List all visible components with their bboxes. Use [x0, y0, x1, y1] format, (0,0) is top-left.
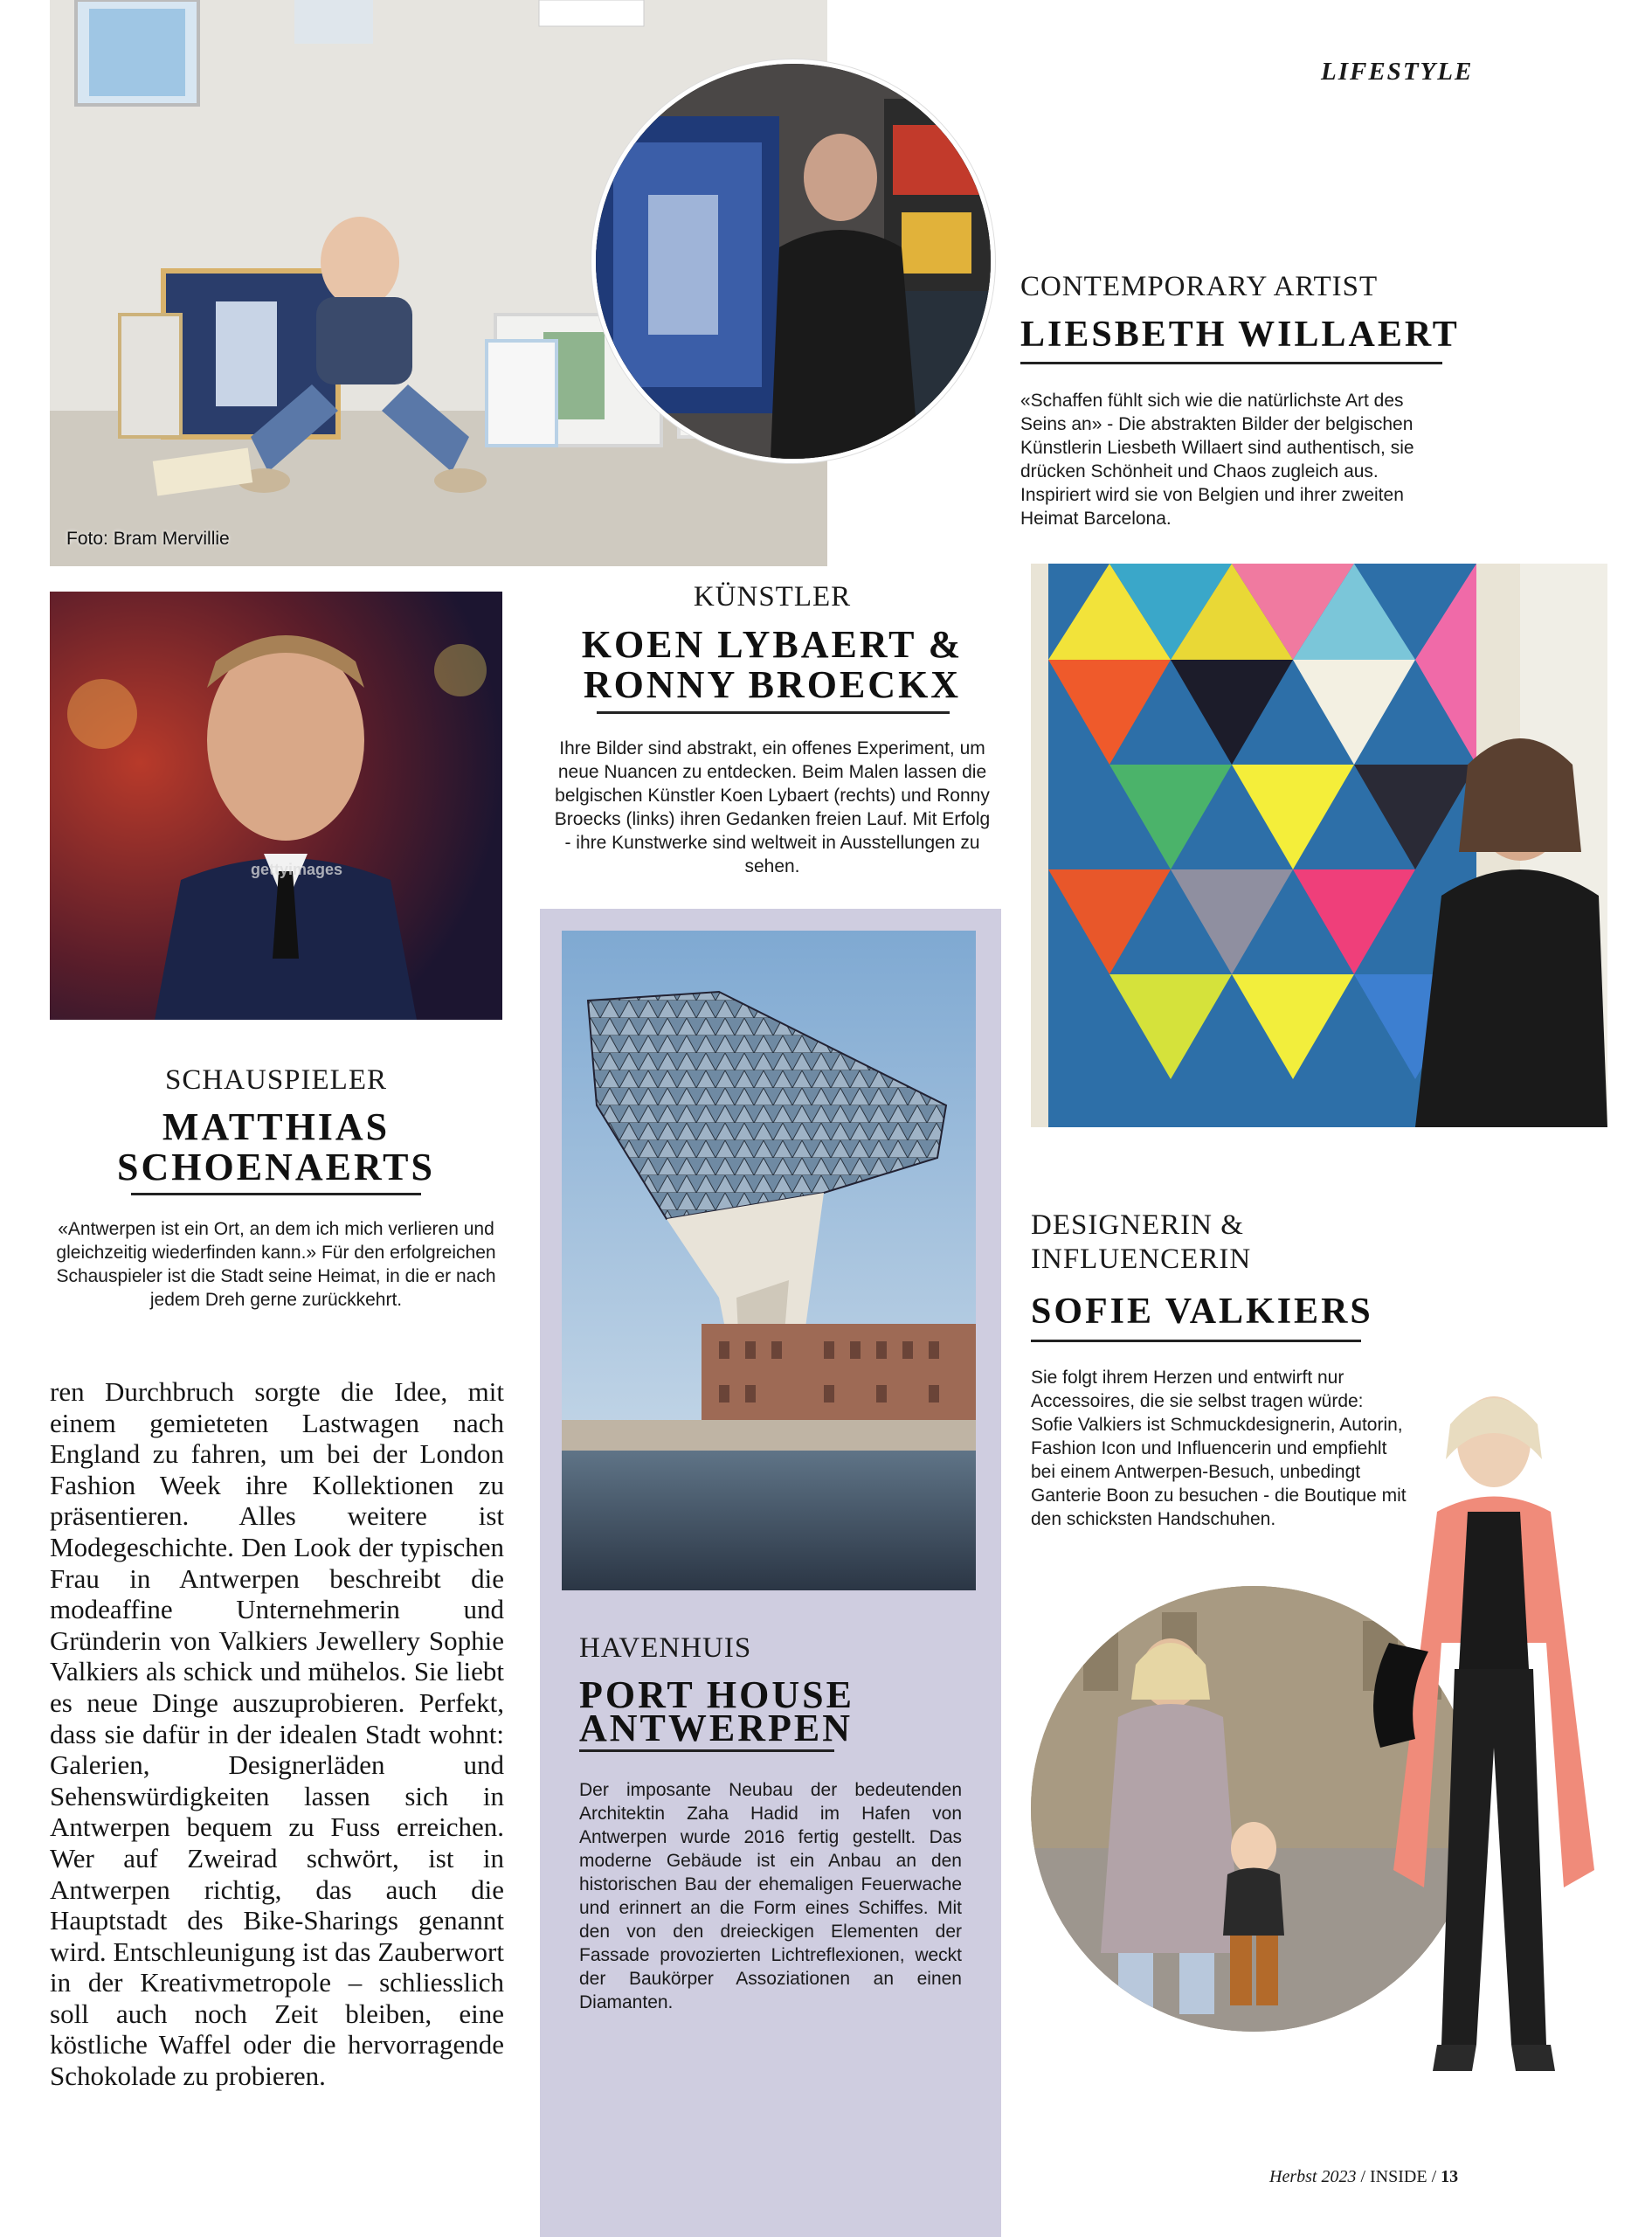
portrait-illustration: [50, 592, 502, 1020]
sofie-name: SOFIE VALKIERS: [1031, 1292, 1373, 1332]
body-text: ren Durchbruch sorgte die Idee, mit einem gemieteten Lastwagen nach England zu fahren, um bei der London Fashion Week ihre Kollektionen zu präsentieren. Alles weitere ist Modegeschichte. Den Look der typischen Frau in Antwerpen beschreibt die modeaffine Unternehmerin und Gründerin von Valkiers Jewellery Sophie Valkiers als schick und mühelos. Sie liebt es neue Dinge auszuprobieren. Perfekt, dass sie dafür in der idealen Stadt wohnt: Galerien, Designerläden und Sehenswürdigkeiten lassen sich in Antwerpen bequem zu Fuss erreichen. Wer auf Zweirad schwört, ist in Antwerpen richtig, das auch die Hauptstadt des Bike-Sharings genannt wird. Entschleunigung ist das Zauberwort in der Kreativmetropole – schliesslich soll auch noch Zeit bleiben, eine köstliche Waffel oder die hervorragende Schokolade zu probieren.: [50, 1376, 504, 2092]
matthias-photo: [50, 592, 502, 1020]
footer-sep-2: /: [1431, 2167, 1437, 2186]
liesbeth-lead: «Schaffen fühlt sich wie die natürlichste Art des Seins an» - Die abstrakten Bilder der belgischen Künstlerin Liesbeth Willaert sind authentisch, sie drücken Schönheit und Chaos zugleich aus. Inspiriert wird sie von Belgien und ihrer zweiten Heimat Barcelona.: [1020, 391, 1414, 529]
liesbeth-rule: [1020, 362, 1442, 364]
porthouse-illustration: [562, 931, 976, 1590]
havenhuis-name-line1: PORT HOUSE: [579, 1673, 854, 1716]
footer-season: Herbst 2023: [1269, 2167, 1357, 2186]
kuenstler-name-line2: RONNY BROECKX: [583, 663, 962, 706]
sofie-kicker-line2: INFLUENCERIN: [1031, 1243, 1252, 1275]
schauspieler-name-line2: SCHOENAERTS: [117, 1146, 435, 1188]
havenhuis-kicker: HAVENHUIS: [579, 1632, 752, 1664]
sofie-kicker-line1: DESIGNERIN &: [1031, 1209, 1244, 1241]
kuenstler-name-line1: KOEN LYBAERT &: [581, 623, 964, 666]
artist-circle-photo: [591, 59, 995, 463]
kuenstler-lead: Ihre Bilder sind abstrakt, ein offenes Experiment, um neue Nuancen zu entdecken. Beim Malen lassen die belgischen Künstler Koen Lybaert (rechts) und Ronny Broecks (links) ihren Gedanken freien Lauf. Mit Erfolg - ihre Kunstwerke sind weltweit in Ausstellungen zu sehen.: [554, 738, 991, 876]
kuenstler-rule: [597, 711, 950, 714]
schauspieler-lead: «Antwerpen ist ein Ort, an dem ich mich verlieren und gleichzeitig wiederfinden kann.» Für den erfolgreichen Schauspieler ist die Stadt seine Heimat, in die er nach jedem Dreh gerne zurückkehrt.: [56, 1219, 496, 1310]
schauspieler-kicker: SCHAUSPIELER: [164, 1064, 388, 1096]
sofie-lead: Sie folgt ihrem Herzen und entwirft nur Accessoires, die sie selbst tragen würde: Sofie Valkiers ist Schmuckdesignerin, Autorin, Fashion Icon und Influencerin und empfiehlt bei einem Antwerpen-Besuch, unbedingt Ganterie Boon zu besuchen - die Boutique mit den schicksten Handschuhen.: [1031, 1368, 1407, 1529]
footer-magazine: INSIDE: [1370, 2167, 1427, 2186]
havenhuis-rule: [579, 1749, 834, 1752]
sofie-figure: [1363, 1381, 1625, 2150]
triangle-painting-illustration: [1031, 564, 1607, 1127]
sofie-rule: [1031, 1340, 1361, 1342]
getty-watermark: gettyimages: [251, 861, 343, 878]
havenhuis-lead: Der imposante Neubau der bedeutenden Architektin Zaha Hadid im Hafen von Antwerpen wurde 2016 fertig gestellt. Das moderne Gebäude ist ein Anbau an den historischen Bau der ehemaligen Feuerwache und erinnert an die Form eines Schiffes. Mit den von den dreieckigen Elementen der Fassade provozierten Lichtreflexionen, weckt der Baukörper Assoziationen an einen Diamanten.: [579, 1780, 962, 2012]
page-footer: [1269, 2167, 1458, 2187]
kuenstler-kicker: KÜNSTLER: [693, 581, 852, 613]
footer-sep-1: /: [1360, 2167, 1366, 2186]
schauspieler-name-line1: MATTHIAS: [162, 1105, 391, 1148]
havenhuis-name-line2: ANTWERPEN: [579, 1707, 854, 1749]
photo-credit: Foto: Bram Mervillie: [66, 529, 230, 549]
liesbeth-name: LIESBETH WILLAERT: [1020, 315, 1460, 355]
artist-illustration: [596, 64, 991, 459]
footer-page-number: 13: [1441, 2167, 1459, 2186]
liesbeth-kicker: CONTEMPORARY ARTIST: [1020, 271, 1379, 302]
liesbeth-photo: [1031, 564, 1607, 1127]
section-label: LIFESTYLE: [1321, 58, 1474, 86]
fashion-figure-illustration: [1363, 1381, 1625, 2150]
porthouse-photo: [562, 931, 976, 1590]
schauspieler-rule: [131, 1193, 421, 1195]
